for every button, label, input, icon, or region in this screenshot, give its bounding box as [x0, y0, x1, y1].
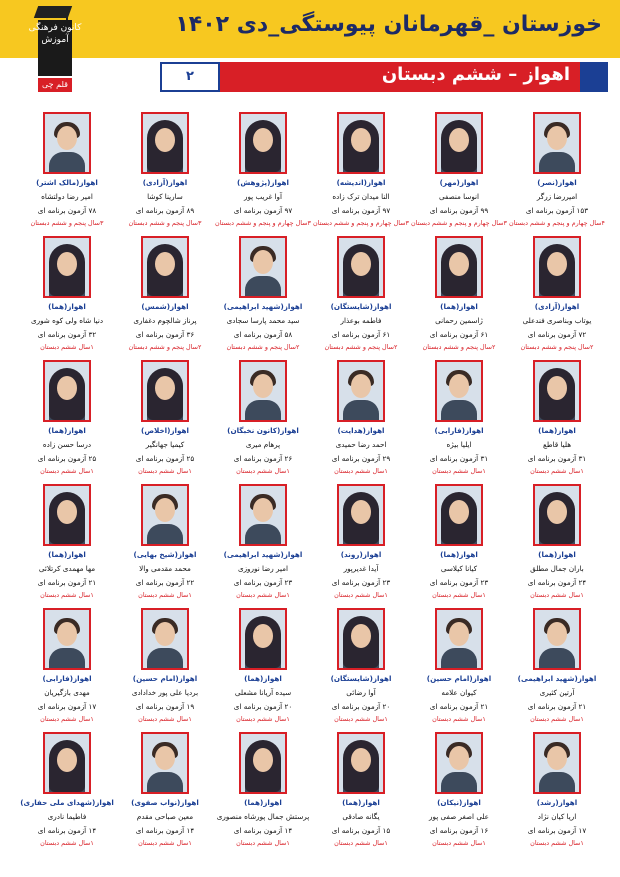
student-card [18, 732, 116, 856]
student-card [508, 112, 606, 236]
student-name: آوا رضائی [346, 688, 376, 697]
student-name: فاطمه بوعذار [340, 316, 382, 325]
student-card [410, 360, 508, 484]
student-exam-count: ۲۹ آزمون برنامه ای [331, 454, 391, 463]
student-exam-count: ۸۹ آزمون برنامه ای [135, 206, 195, 215]
student-card [410, 236, 508, 360]
student-name: بردیا علی پور خدادادی [131, 688, 199, 697]
student-name: پرهام میری [245, 440, 281, 449]
student-years: ۱سال ششم دبستان [40, 715, 94, 723]
student-school: اهواز(هما) [48, 426, 86, 435]
subtitle-accent [580, 62, 608, 92]
student-school: اهواز(کانون نخبگان) [227, 426, 299, 435]
student-card [116, 360, 214, 484]
student-years: ۳سال چهارم و پنجم و ششم دبستان [411, 219, 507, 227]
student-name: درسا حسن زاده [42, 440, 92, 449]
student-name: احمد رضا حمیدی [335, 440, 387, 449]
student-name: یگانه صادقی [342, 812, 380, 821]
student-exam-count: ۲۶ آزمون برنامه ای [233, 454, 293, 463]
student-photo [239, 608, 287, 670]
student-name: النا میدان ترک زاده [332, 192, 390, 201]
student-school: اهواز(رشد) [536, 798, 578, 807]
student-years: ۱سال ششم دبستان [334, 467, 388, 475]
student-name: کیانا کیلاسی [440, 564, 478, 573]
student-years: ۱سال ششم دبستان [236, 715, 290, 723]
student-school: اهواز(اخلاص) [141, 426, 189, 435]
student-card [508, 484, 606, 608]
student-years: ۱سال ششم دبستان [236, 467, 290, 475]
student-card [214, 608, 312, 732]
student-name: امیررضا زرگر [536, 192, 578, 201]
student-years: ۳سال پنجم و ششم دبستان [128, 219, 202, 227]
student-years: ۱سال ششم دبستان [530, 467, 584, 475]
student-name: کیوان علامه [441, 688, 477, 697]
student-exam-count: ۲۴ آزمون برنامه ای [527, 578, 587, 587]
student-school: اهواز(نیکان) [437, 798, 481, 807]
student-card [312, 360, 410, 484]
student-card [312, 112, 410, 236]
student-years: ۲سال پنجم و ششم دبستان [128, 343, 202, 351]
student-card [214, 732, 312, 856]
student-photo [43, 484, 91, 546]
student-photo [43, 112, 91, 174]
student-card [508, 360, 606, 484]
student-years: ۳سال چهارم و پنجم و ششم دبستان [215, 219, 311, 227]
student-exam-count: ۷۸ آزمون برنامه ای [37, 206, 97, 215]
student-school: اهواز(امام حسین) [426, 674, 492, 683]
student-photo [337, 360, 385, 422]
student-card [18, 360, 116, 484]
student-photo [533, 112, 581, 174]
student-card [18, 608, 116, 732]
student-exam-count: ۳۲ آزمون برنامه ای [37, 330, 97, 339]
student-school: اهواز(اندیشه) [336, 178, 386, 187]
student-years: ۱سال ششم دبستان [530, 591, 584, 599]
student-exam-count: ۱۵۳ آزمون برنامه ای [525, 206, 589, 215]
student-card [508, 608, 606, 732]
student-school: اهواز(شهید ابراهیمی) [223, 550, 303, 559]
student-school: اهواز(هما) [48, 550, 86, 559]
student-exam-count: ۶۱ آزمون برنامه ای [331, 330, 391, 339]
student-card [312, 608, 410, 732]
page-subtitle: اهواز – ششم دبستان [381, 64, 570, 85]
student-photo [239, 732, 287, 794]
student-photo [435, 112, 483, 174]
student-name: انوسا منصفی [438, 192, 480, 201]
student-card [312, 236, 410, 360]
brand-logo [20, 6, 90, 102]
student-card [410, 112, 508, 236]
student-photo [337, 608, 385, 670]
student-photo [239, 112, 287, 174]
student-photo [43, 360, 91, 422]
student-photo [239, 236, 287, 298]
student-exam-count: ۲۲ آزمون برنامه ای [135, 578, 195, 587]
student-name: سارینا کوشا [147, 192, 183, 201]
student-years: ۳سال پنجم و ششم دبستان [30, 219, 104, 227]
student-school: اهواز(شمس) [141, 302, 189, 311]
student-name: کیمیا جهانگیر [145, 440, 185, 449]
student-exam-count: ۱۴ آزمون برنامه ای [233, 826, 293, 835]
student-school: اهواز(هما) [538, 426, 576, 435]
student-photo [533, 360, 581, 422]
student-school: اهواز(هما) [440, 302, 478, 311]
student-photo [337, 236, 385, 298]
student-card [116, 484, 214, 608]
student-school: اهواز(مالک اشتر) [36, 178, 98, 187]
student-school: اهواز(امام حسین) [132, 674, 198, 683]
student-photo [43, 608, 91, 670]
student-exam-count: ۹۹ آزمون برنامه ای [429, 206, 489, 215]
student-school: اهواز(هما) [48, 302, 86, 311]
student-photo [141, 360, 189, 422]
student-photo [435, 484, 483, 546]
student-school: اهواز(شهید ابراهیمی) [223, 302, 303, 311]
student-card [410, 484, 508, 608]
student-name: سیده آریانا مشعلی [234, 688, 292, 697]
student-years: ۱سال ششم دبستان [432, 591, 486, 599]
student-name: یوتاب وبناصری فندعلی [522, 316, 592, 325]
student-exam-count: ۷۲ آزمون برنامه ای [527, 330, 587, 339]
student-name: مهدی بازگیریان [44, 688, 90, 697]
student-years: ۱سال ششم دبستان [432, 467, 486, 475]
student-card [18, 484, 116, 608]
student-years: ۱سال ششم دبستان [334, 715, 388, 723]
student-school: اهواز(آزادی) [142, 178, 188, 187]
student-photo [533, 236, 581, 298]
student-name: مها مهمدی کرتلائی [38, 564, 96, 573]
logo-badge: قلم چی [38, 78, 72, 92]
student-photo [43, 236, 91, 298]
student-name: اریا کیان نژاد [537, 812, 577, 821]
student-school: اهواز(نصر) [537, 178, 577, 187]
student-years: ۲سال پنجم و ششم دبستان [520, 343, 594, 351]
student-years: ۱سال ششم دبستان [334, 839, 388, 847]
student-exam-count: ۹۷ آزمون برنامه ای [233, 206, 293, 215]
student-school: اهواز(فارابی) [434, 426, 484, 435]
student-card [312, 484, 410, 608]
student-years: ۱سال ششم دبستان [530, 839, 584, 847]
student-card [18, 236, 116, 360]
student-name: معین صباحی مقدم [136, 812, 194, 821]
student-exam-count: ۲۵ آزمون برنامه ای [37, 454, 97, 463]
student-name: محمد مقدمی والا [139, 564, 191, 573]
student-school: اهواز(هما) [244, 674, 282, 683]
student-school: اهواز(فارابی) [42, 674, 92, 683]
student-exam-count: ۲۳ آزمون برنامه ای [233, 578, 293, 587]
student-years: ۱سال ششم دبستان [40, 591, 94, 599]
student-school: اهواز(شایستگان) [330, 302, 392, 311]
student-name: فاطیما نادری [47, 812, 87, 821]
student-card [410, 732, 508, 856]
student-exam-count: ۱۵ آزمون برنامه ای [331, 826, 391, 835]
student-years: ۱سال ششم دبستان [236, 591, 290, 599]
student-years: ۲سال پنجم و ششم دبستان [226, 343, 300, 351]
student-exam-count: ۲۵ آزمون برنامه ای [135, 454, 195, 463]
student-exam-count: ۳۱ آزمون برنامه ای [527, 454, 587, 463]
student-exam-count: ۱۷ آزمون برنامه ای [527, 826, 587, 835]
student-card [214, 360, 312, 484]
student-school: اهواز(شیخ بهایی) [133, 550, 197, 559]
student-photo [141, 732, 189, 794]
student-school: اهواز(شایستگان) [330, 674, 392, 683]
student-name: سید محمد پارسا سجادی [226, 316, 300, 325]
student-card [214, 236, 312, 360]
student-school: اهواز(هدایت) [337, 426, 385, 435]
student-exam-count: ۲۱ آزمون برنامه ای [429, 702, 489, 711]
student-card [214, 112, 312, 236]
student-photo [337, 732, 385, 794]
page-headline: خوزستان _قهرمانان پیوستگی_دی ۱۴۰۲ [175, 12, 602, 37]
student-exam-count: ۱۹ آزمون برنامه ای [135, 702, 195, 711]
student-photo [337, 112, 385, 174]
student-name: امیر رضا دولتشاه [41, 192, 93, 201]
student-photo [141, 236, 189, 298]
student-card [312, 732, 410, 856]
student-photo [141, 112, 189, 174]
student-school: اهواز(نواب صفوی) [131, 798, 199, 807]
student-school: اهواز(هما) [538, 550, 576, 559]
page-number: ۲ [186, 69, 194, 84]
student-years: ۳سال چهارم و پنجم و ششم دبستان [313, 219, 409, 227]
student-exam-count: ۱۴ آزمون برنامه ای [135, 826, 195, 835]
student-school: اهواز(شهید ابراهیمی) [517, 674, 597, 683]
student-photo [533, 732, 581, 794]
student-name: علی اصغر صفی پور [429, 812, 489, 821]
student-name: دنیا شاه ولی کوه شوری [30, 316, 104, 325]
student-exam-count: ۱۴ آزمون برنامه ای [37, 826, 97, 835]
student-name: آیدا غدیرپور [343, 564, 379, 573]
student-years: ۱سال ششم دبستان [138, 467, 192, 475]
student-years: ۱سال ششم دبستان [138, 839, 192, 847]
student-card [508, 732, 606, 856]
student-card [116, 732, 214, 856]
student-exam-count: ۱۶ آزمون برنامه ای [429, 826, 489, 835]
student-photo [533, 608, 581, 670]
student-exam-count: ۵۸ آزمون برنامه ای [233, 330, 293, 339]
student-exam-count: ۱۷ آزمون برنامه ای [37, 702, 97, 711]
student-name: باران جمال مطلق [530, 564, 584, 573]
student-name: هلیا قاطع [543, 440, 571, 449]
student-exam-count: ۲۳ آزمون برنامه ای [331, 578, 391, 587]
student-school: اهواز(هما) [244, 798, 282, 807]
student-photo [141, 484, 189, 546]
student-school: اهواز(هما) [440, 550, 478, 559]
student-name: ژاسمین رحمانی [435, 316, 483, 325]
student-years: ۱سال ششم دبستان [530, 715, 584, 723]
student-photo [239, 360, 287, 422]
student-photo [435, 608, 483, 670]
student-exam-count: ۳۶ آزمون برنامه ای [135, 330, 195, 339]
student-name: آرتین کثیری [539, 688, 575, 697]
student-school: اهواز(آزادی) [534, 302, 580, 311]
student-photo [435, 732, 483, 794]
student-grid [18, 112, 606, 872]
student-years: ۱سال ششم دبستان [40, 343, 94, 351]
student-years: ۱سال ششم دبستان [432, 715, 486, 723]
student-exam-count: ۲۳ آزمون برنامه ای [429, 578, 489, 587]
student-photo [435, 360, 483, 422]
student-years: ۱سال ششم دبستان [334, 591, 388, 599]
student-exam-count: ۳۱ آزمون برنامه ای [429, 454, 489, 463]
student-name: آوا غریب پور [243, 192, 282, 201]
student-exam-count: ۶۱ آزمون برنامه ای [429, 330, 489, 339]
student-card [410, 608, 508, 732]
student-years: ۱سال ششم دبستان [138, 715, 192, 723]
student-card [214, 484, 312, 608]
student-photo [43, 732, 91, 794]
student-years: ۲سال پنجم و ششم دبستان [324, 343, 398, 351]
student-exam-count: ۲۱ آزمون برنامه ای [37, 578, 97, 587]
student-name: امیر رضا نوروزی [237, 564, 289, 573]
student-photo [533, 484, 581, 546]
student-school: اهواز(مهر) [439, 178, 479, 187]
student-exam-count: ۲۰ آزمون برنامه ای [331, 702, 391, 711]
student-photo [435, 236, 483, 298]
student-years: ۱سال ششم دبستان [236, 839, 290, 847]
student-photo [141, 608, 189, 670]
student-school: اهواز(هما) [342, 798, 380, 807]
student-years: ۲سال پنجم و ششم دبستان [422, 343, 496, 351]
student-school: اهواز(روند) [340, 550, 382, 559]
student-card [18, 112, 116, 236]
student-card [116, 608, 214, 732]
logo-text: کانون فرهنگی آموزش [28, 23, 82, 45]
student-years: ۴سال چهارم و پنجم و ششم دبستان [509, 219, 605, 227]
student-name: ایلیا بیژه [446, 440, 472, 449]
student-years: ۱سال ششم دبستان [40, 839, 94, 847]
student-name: پرستش جمال پورشاه منصوری [216, 812, 310, 821]
student-card [116, 236, 214, 360]
student-exam-count: ۲۰ آزمون برنامه ای [233, 702, 293, 711]
student-years: ۱سال ششم دبستان [432, 839, 486, 847]
student-card [508, 236, 606, 360]
student-photo [337, 484, 385, 546]
student-school: اهواز(پژوهش) [237, 178, 289, 187]
student-exam-count: ۲۱ آزمون برنامه ای [527, 702, 587, 711]
student-photo [239, 484, 287, 546]
student-years: ۱سال ششم دبستان [138, 591, 192, 599]
student-school: اهواز(شهدای ملی حفاری) [20, 798, 114, 807]
student-years: ۱سال ششم دبستان [40, 467, 94, 475]
student-exam-count: ۹۷ آزمون برنامه ای [331, 206, 391, 215]
student-card [116, 112, 214, 236]
student-name: پرناز شالچوم دغفاری [133, 316, 197, 325]
